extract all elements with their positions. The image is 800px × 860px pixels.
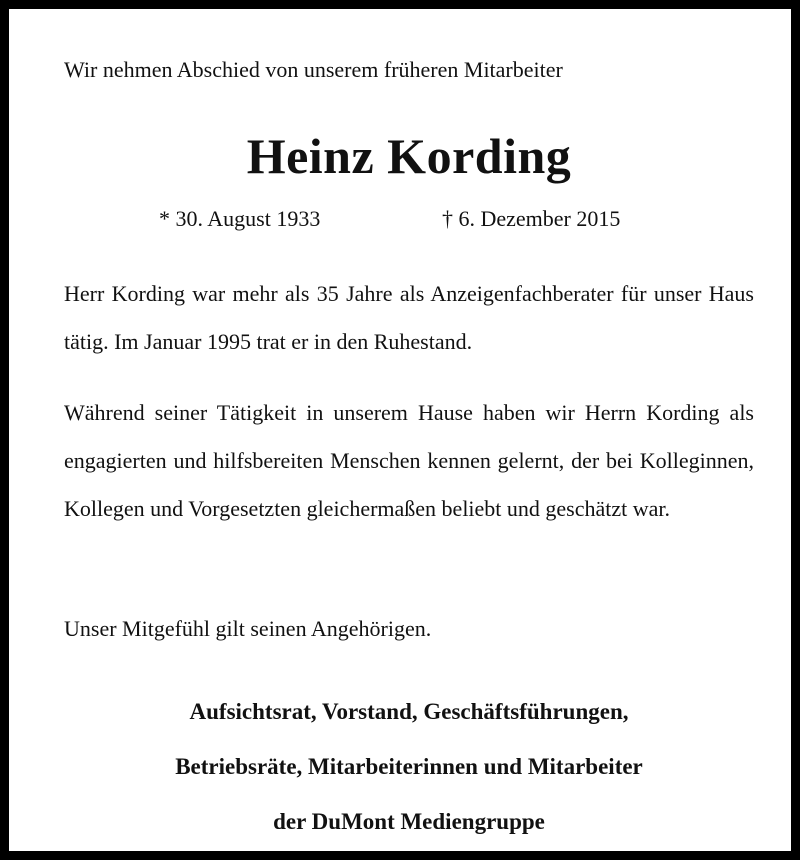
deceased-name: Heinz Kording bbox=[246, 128, 572, 184]
paragraph-career: Herr Kording war mehr als 35 Jahre als Anzeigenfachberater für unser Haus tätig. Im Januar 1995 trat er in den Ruhestand. bbox=[64, 281, 754, 354]
birth-date: * 30. August 1933 bbox=[159, 206, 321, 231]
intro-line: Wir nehmen Abschied von unserem früheren Mitarbeiter bbox=[64, 57, 563, 82]
paragraph-condolence: Unser Mitgefühl gilt seinen Angehörigen. bbox=[64, 616, 432, 641]
signers-line: Aufsichtsrat, Vorstand, Geschäftsführungen, bbox=[189, 699, 629, 724]
signers-line: Betriebsräte, Mitarbeiterinnen und Mitarbeiter bbox=[175, 754, 643, 779]
signers-line: der DuMont Mediengruppe bbox=[273, 809, 545, 834]
paragraph-tribute: Während seiner Tätigkeit in unserem Hause haben wir Herrn Kording als engagierten und hilfsbereiten Menschen kennen gelernt, der bei Kolleginnen, Kollegen und Vorgesetzten gleichermaßen beliebt und geschätzt war. bbox=[64, 400, 754, 521]
signers-block bbox=[9, 684, 800, 849]
death-date: † 6. Dezember 2015 bbox=[442, 206, 621, 231]
